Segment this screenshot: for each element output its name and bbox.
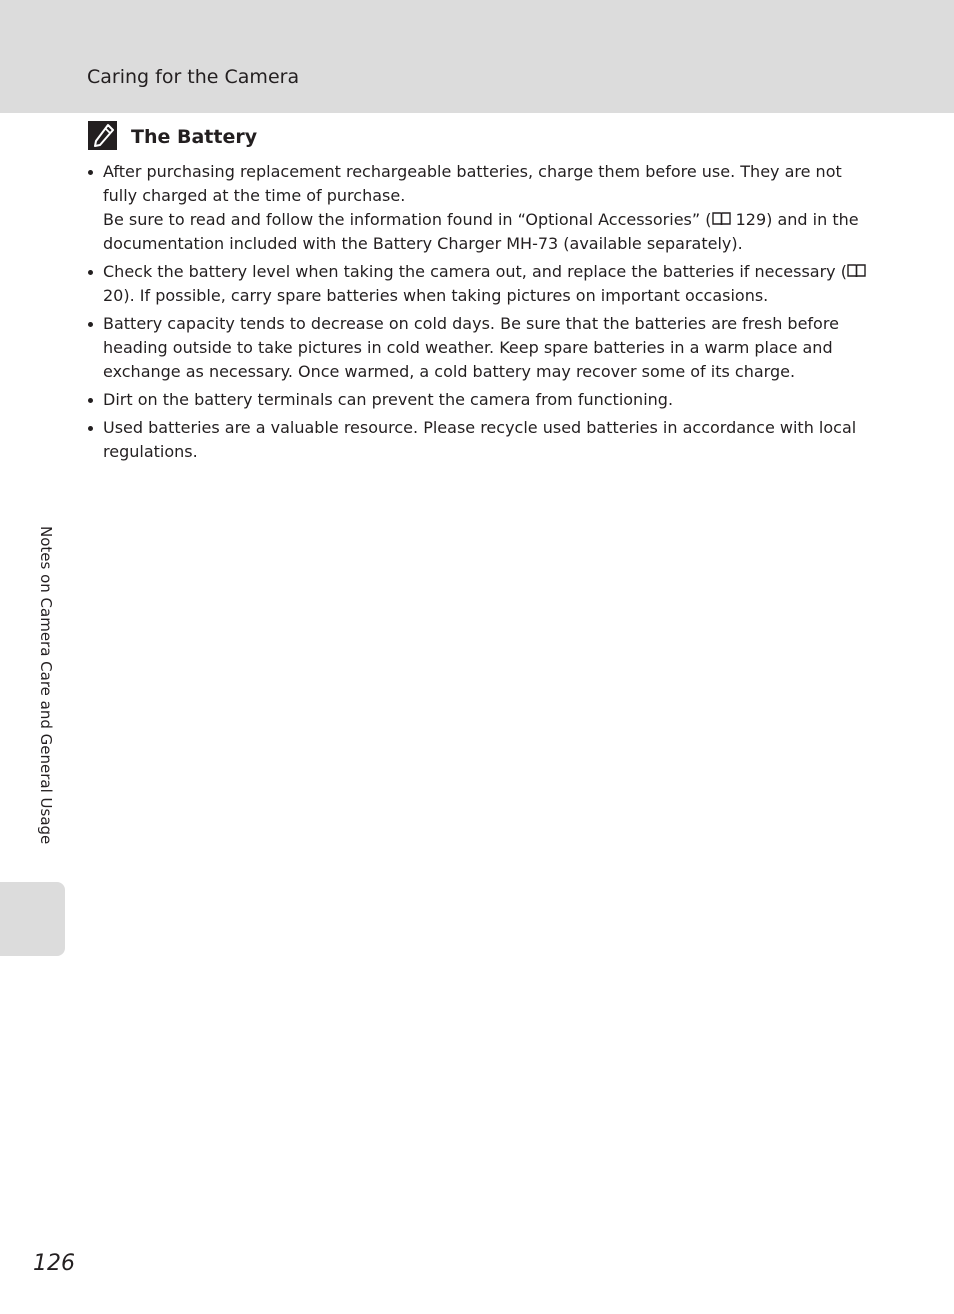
- chapter-side-label: Notes on Camera Care and General Usage: [37, 526, 55, 845]
- page-number: 126: [33, 1251, 75, 1276]
- bullet-text: After purchasing replacement rechargeable batteries, charge them before use. They are not fully charged at the time of purchase.: [103, 162, 842, 205]
- list-item: [87, 416, 872, 464]
- book-reference-icon: [847, 264, 866, 278]
- section-title: Caring for the Camera: [87, 66, 300, 88]
- page-reference[interactable]: 20: [103, 286, 124, 305]
- list-item: [87, 388, 872, 412]
- note-pencil-icon: [88, 121, 117, 150]
- bullet-text: Used batteries are a valuable resource. Please recycle used batteries in accordance with local regulations.: [103, 418, 857, 461]
- list-item: [87, 312, 872, 384]
- note-title: The Battery: [131, 126, 258, 148]
- book-reference-icon: [712, 212, 731, 226]
- bullet-text: Be sure to read and follow the information found in “Optional Accessories” (: [103, 210, 712, 229]
- list-item: [87, 260, 872, 308]
- bullet-text: Battery capacity tends to decrease on cold days. Be sure that the batteries are fresh before heading outside to take pictures in cold weather. Keep spare batteries in a warm place and exchange as necessary. Once warmed, a cold battery may recover some of its charge.: [103, 314, 839, 381]
- battery-notes-list: [87, 160, 872, 468]
- bullet-text: ) and in the documentation included with the Battery Charger MH-73 (available separately).: [103, 210, 859, 253]
- chapter-tab: [0, 882, 65, 956]
- bullet-text: Dirt on the battery terminals can prevent the camera from functioning.: [103, 390, 674, 409]
- bullet-text: ). If possible, carry spare batteries when taking pictures on important occasions.: [123, 286, 769, 305]
- page-reference[interactable]: 129: [730, 210, 767, 229]
- header-band: [0, 0, 954, 113]
- bullet-text: Check the battery level when taking the camera out, and replace the batteries if necessary (: [103, 262, 847, 281]
- list-item: [87, 160, 872, 256]
